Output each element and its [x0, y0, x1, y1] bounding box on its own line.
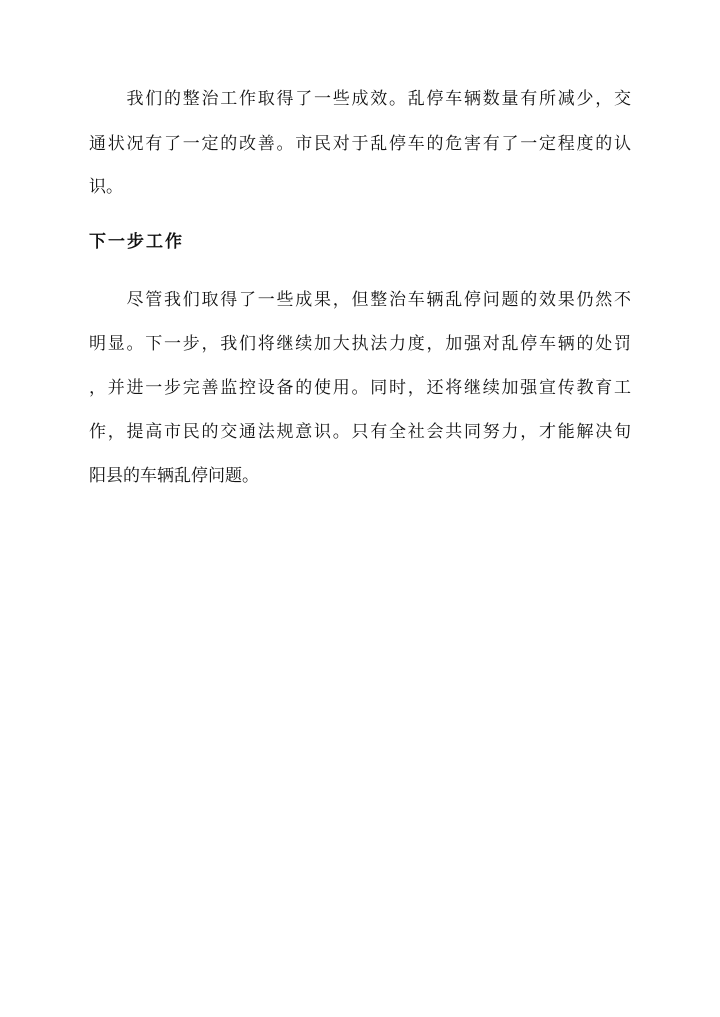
paragraph-1-line-1: 我们的整治工作取得了一些成效。乱停车辆数量有所减少，交: [89, 89, 631, 109]
paragraph-2-line-2: 明显。下一步，我们将继续加大执法力度，加强对乱停车辆的处罚: [89, 334, 631, 354]
paragraph-2-line-3: ，并进一步完善监控设备的使用。同时，还将继续加强宣传教育工: [89, 378, 631, 398]
section-heading: 下一步工作: [89, 232, 184, 252]
paragraph-1-line-3: 识。: [89, 177, 123, 197]
paragraph-1-line-2: 通状况有了一定的改善。市民对于乱停车的危害有了一定程度的认: [89, 134, 631, 154]
paragraph-2-line-5: 阳县的车辆乱停问题。: [89, 466, 259, 486]
paragraph-2-line-1: 尽管我们取得了一些成果，但整治车辆乱停问题的效果仍然不: [89, 290, 631, 310]
paragraph-2-line-4: 作，提高市民的交通法规意识。只有全社会共同努力，才能解决旬: [89, 422, 631, 442]
